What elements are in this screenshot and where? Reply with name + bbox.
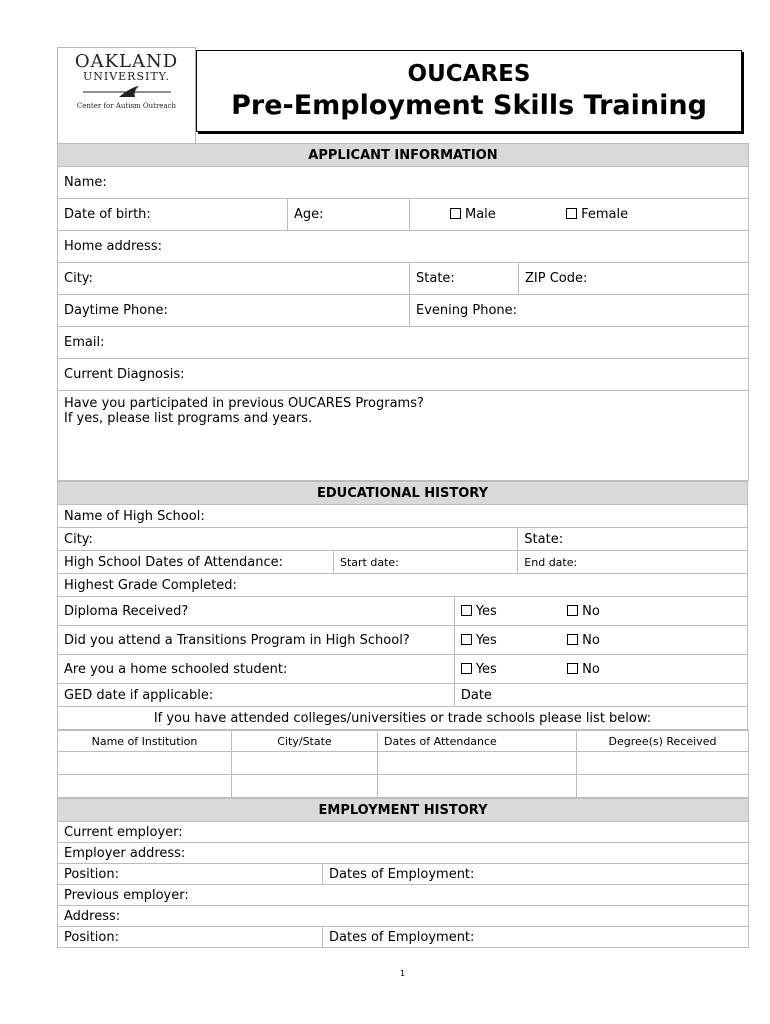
previous-employer-field[interactable]: Previous employer: [58, 885, 749, 906]
transitions-question: Did you attend a Transitions Program in High School? [58, 626, 455, 655]
city-state-cell[interactable] [232, 752, 378, 775]
transitions-yes-checkbox[interactable] [461, 634, 472, 645]
current-employer-field[interactable]: Current employer: [58, 822, 749, 843]
education-section-heading: EDUCATIONAL HISTORY [58, 482, 748, 505]
table-row [58, 775, 749, 798]
logo-oakland-text: OAKLAND [74, 51, 179, 72]
colleges-note: If you have attended colleges/universities or trade schools please list below: [58, 707, 748, 730]
current-diagnosis-field[interactable]: Current Diagnosis: [58, 359, 749, 391]
logo-center-text: Center for Autism Outreach [76, 102, 177, 110]
transitions-options [454, 626, 747, 655]
city-state-cell[interactable] [232, 775, 378, 798]
logo-university-text: UNIVERSITY. [82, 70, 171, 83]
previous-programs-instruction: If yes, please list programs and years. [64, 411, 313, 426]
employer-address-field[interactable]: Employer address: [58, 843, 749, 864]
previous-dates-employment-field[interactable]: Dates of Employment: [323, 927, 749, 948]
high-school-name-field[interactable]: Name of High School: [58, 505, 748, 528]
daytime-phone-field[interactable]: Daytime Phone: [58, 295, 410, 327]
previous-address-field[interactable]: Address: [58, 906, 749, 927]
male-label: Male [465, 207, 496, 222]
female-label: Female [581, 207, 629, 222]
home-schooled-no-checkbox[interactable] [567, 663, 578, 674]
email-field[interactable]: Email: [58, 327, 749, 359]
previous-programs-field[interactable] [58, 391, 749, 481]
table-row [58, 752, 749, 775]
title-box [196, 50, 742, 132]
start-date-field[interactable]: Start date: [333, 551, 517, 574]
zip-code-field[interactable]: ZIP Code: [519, 263, 749, 295]
home-schooled-yes-label: Yes [475, 661, 497, 677]
gender-options [410, 199, 749, 231]
transitions-yes-label: Yes [475, 632, 497, 648]
diploma-yes-checkbox[interactable] [461, 605, 472, 616]
degree-column-header: Degree(s) Received [577, 731, 749, 752]
highest-grade-field[interactable]: Highest Grade Completed: [58, 574, 748, 597]
transitions-no-checkbox[interactable] [567, 634, 578, 645]
oakland-university-logo [57, 47, 196, 143]
school-state-field[interactable]: State: [518, 528, 748, 551]
institution-cell[interactable] [58, 775, 232, 798]
institution-cell[interactable] [58, 752, 232, 775]
ged-date-field[interactable]: Date [454, 684, 747, 707]
diploma-question: Diploma Received? [58, 597, 455, 626]
dates-column-header: Dates of Attendance [378, 731, 577, 752]
evening-phone-field[interactable]: Evening Phone: [410, 295, 749, 327]
ged-label: GED date if applicable: [58, 684, 455, 707]
dates-cell[interactable] [378, 752, 577, 775]
diploma-no-checkbox[interactable] [567, 605, 578, 616]
logo-sail-icon [79, 85, 175, 99]
degree-cell[interactable] [577, 752, 749, 775]
name-field[interactable]: Name: [58, 167, 749, 199]
institution-column-header: Name of Institution [58, 731, 232, 752]
home-schooled-options [454, 655, 747, 684]
male-checkbox[interactable] [450, 208, 461, 219]
program-name: OUCARES [407, 61, 531, 87]
diploma-options [454, 597, 747, 626]
previous-programs-question: Have you participated in previous OUCARES Programs? [64, 396, 424, 411]
city-state-column-header: City/State [232, 731, 378, 752]
state-field[interactable]: State: [410, 263, 519, 295]
date-of-birth-field[interactable]: Date of birth: [58, 199, 288, 231]
degree-cell[interactable] [577, 775, 749, 798]
school-city-field[interactable]: City: [58, 528, 518, 551]
home-schooled-yes-checkbox[interactable] [461, 663, 472, 674]
dates-cell[interactable] [378, 775, 577, 798]
form-page [57, 47, 748, 948]
transitions-no-label: No [582, 632, 600, 648]
applicant-table [57, 143, 749, 481]
home-address-field[interactable]: Home address: [58, 231, 749, 263]
page-number: 1 [399, 969, 406, 978]
employment-table [57, 798, 749, 948]
home-schooled-question: Are you a home schooled student: [58, 655, 455, 684]
age-field[interactable]: Age: [288, 199, 410, 231]
diploma-yes-label: Yes [475, 603, 497, 619]
diploma-no-label: No [582, 603, 600, 619]
current-position-field[interactable]: Position: [58, 864, 323, 885]
home-schooled-no-label: No [582, 661, 600, 677]
attendance-dates-label: High School Dates of Attendance: [58, 551, 334, 574]
city-field[interactable]: City: [58, 263, 410, 295]
colleges-table [57, 730, 749, 798]
current-dates-employment-field[interactable]: Dates of Employment: [323, 864, 749, 885]
previous-position-field[interactable]: Position: [58, 927, 323, 948]
female-checkbox[interactable] [566, 208, 577, 219]
education-table [57, 481, 748, 730]
form-title: Pre-Employment Skills Training [231, 90, 707, 121]
applicant-section-heading: APPLICANT INFORMATION [58, 144, 749, 167]
form-header [57, 47, 748, 143]
employment-section-heading: EMPLOYMENT HISTORY [58, 799, 749, 822]
end-date-field[interactable]: End date: [518, 551, 748, 574]
